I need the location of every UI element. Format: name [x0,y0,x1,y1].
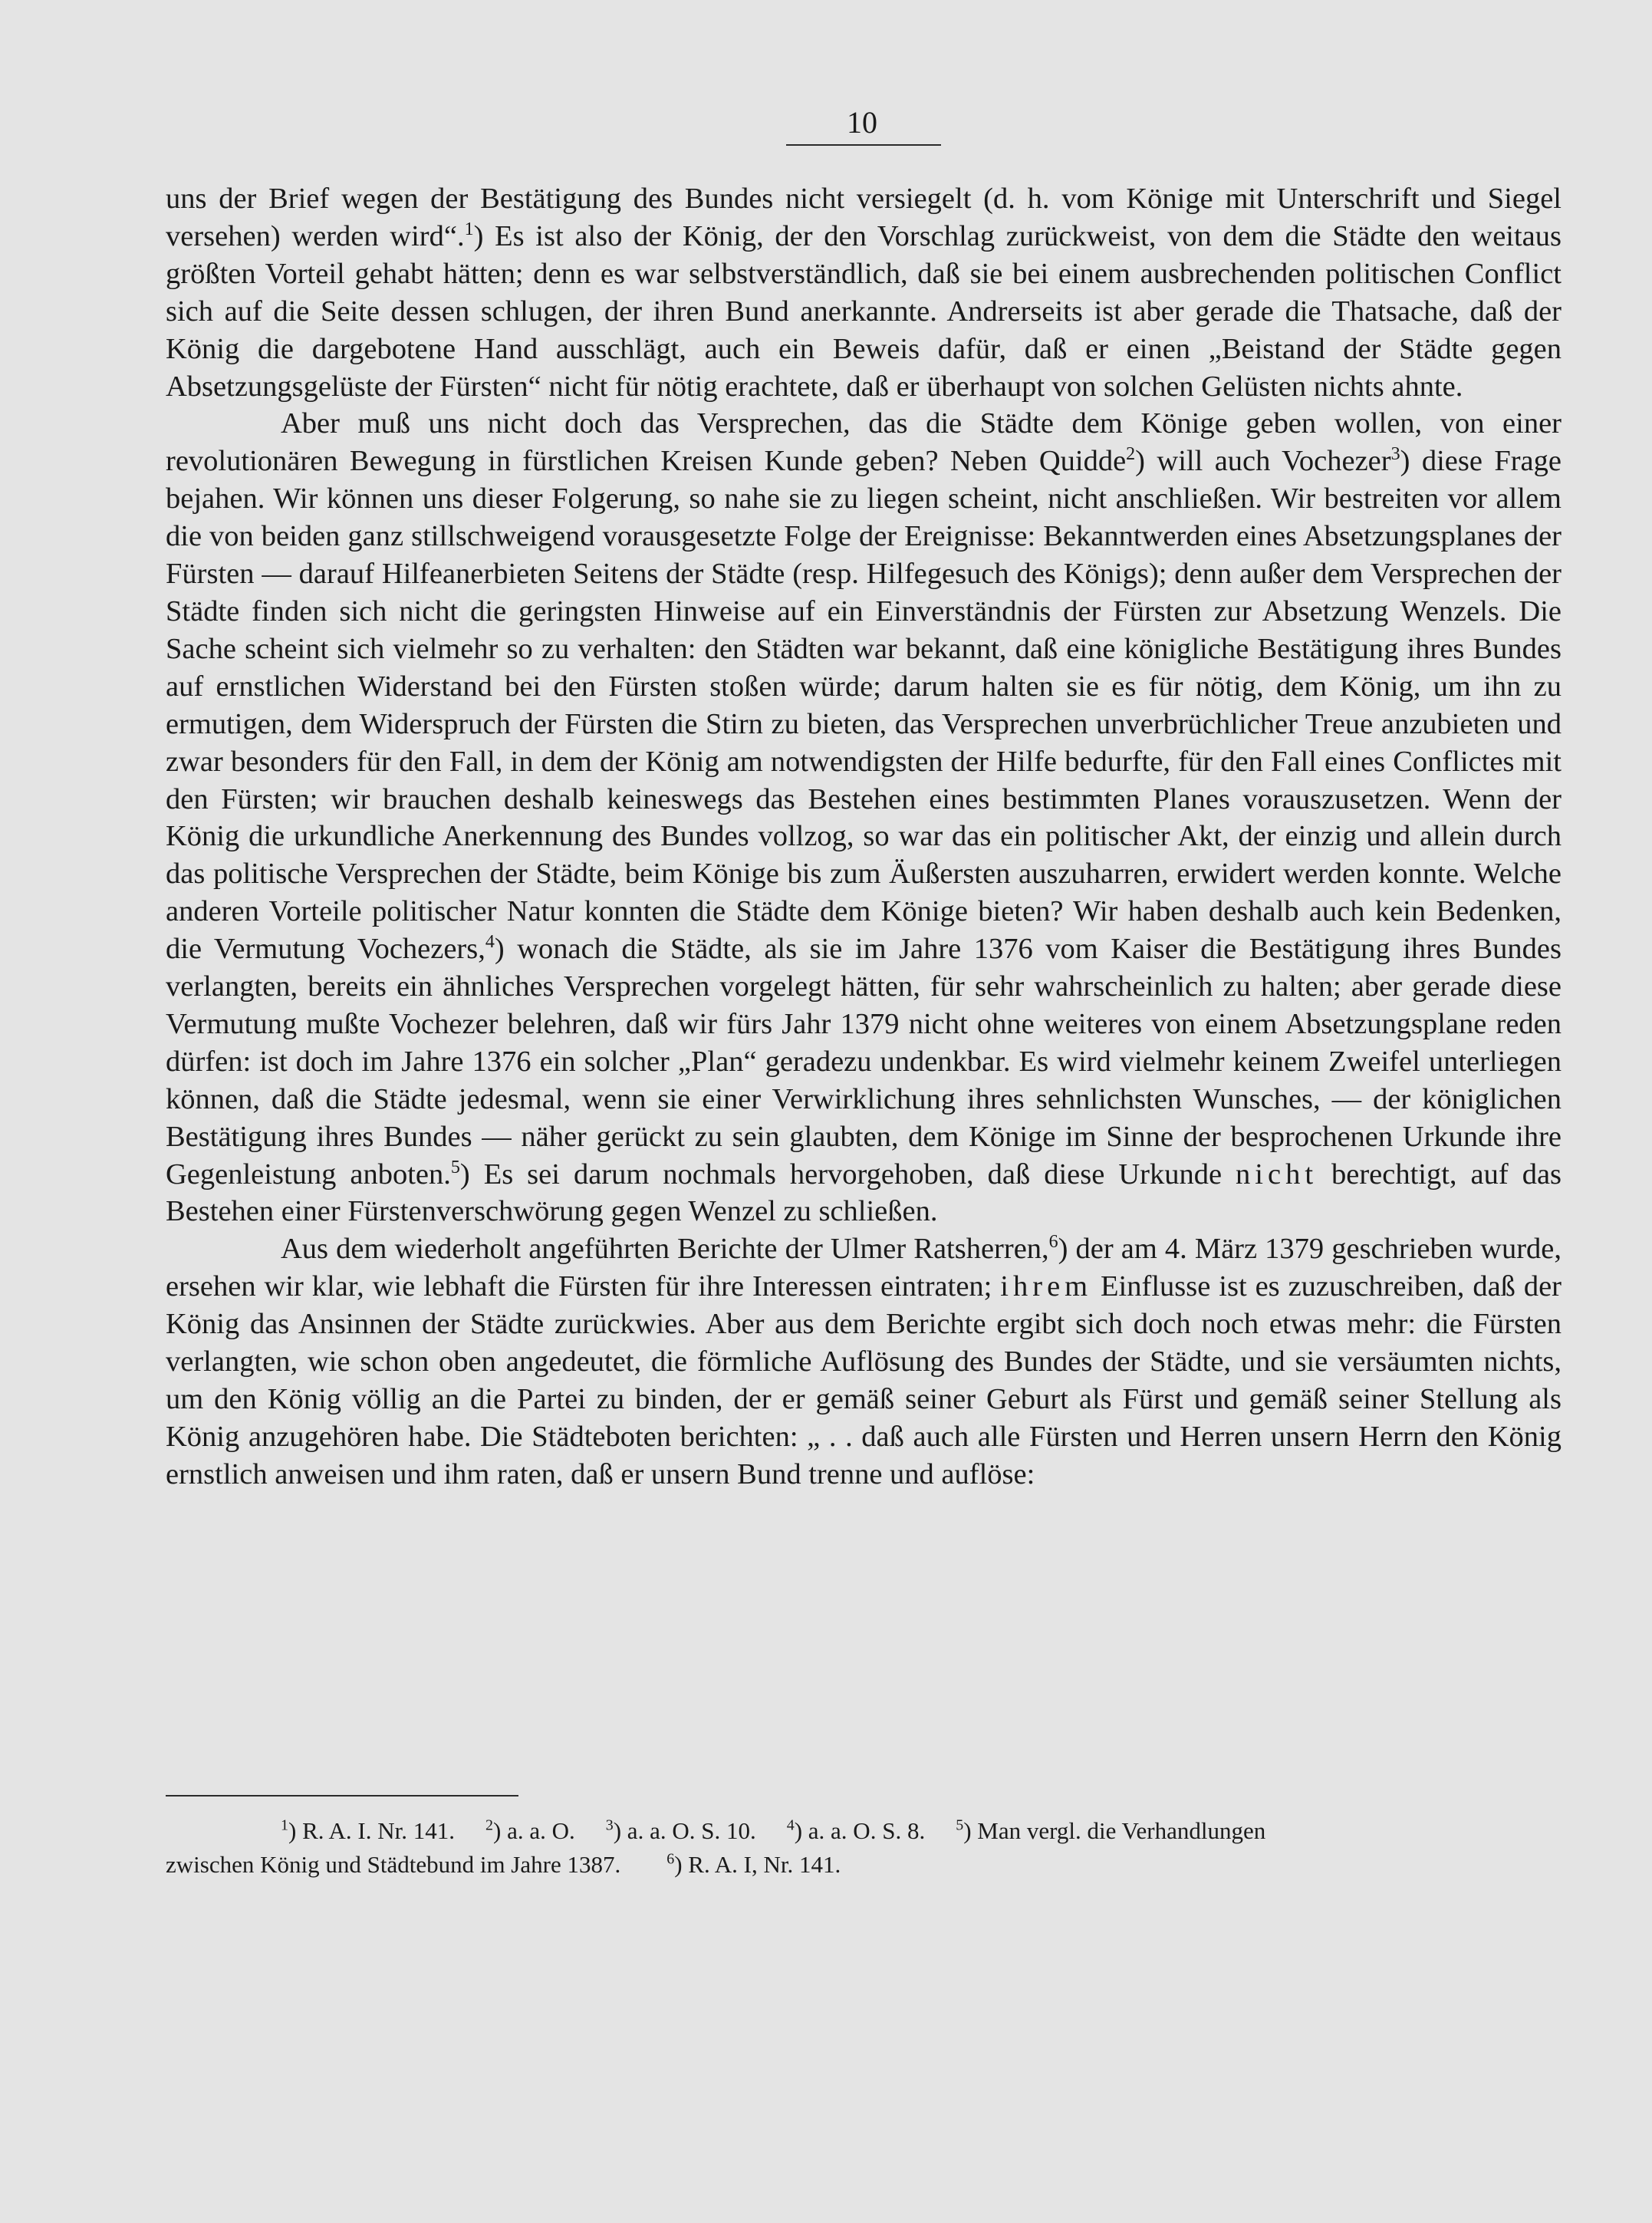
emphasis-text: ihrem [1000,1270,1093,1303]
text-run: Aber muß uns nicht doch das Versprechen, das die Städte dem Könige geben wollen, von einer revolutionären Bewegung in fürstlichen Kreisen Kunde geben? Neben Quidde [166,407,1562,478]
footnote-number: 3 [605,1816,614,1834]
footnote-number: 6 [666,1850,675,1868]
footnote [606,1814,756,1848]
paragraph [166,180,1562,405]
text-run: ) diese Frage bejahen. Wir können uns dieser Folgerung, so nahe sie zu liegen scheint, nicht anschließen. Wir bestreiten vor allem die von beiden ganz stillschweigend vorausgesetzte Folge der Ereignisse: Bekanntwerden eines Absetzungsplanes der Fürsten — darauf Hilfeanerbieten Seitens der Städte (resp. Hilfegesuch des Königs); denn außer dem Versprechen der Städte finden sich nicht die geringsten Hinweise auf ein Einverständnis der Fürsten zur Absetzung Wenzels. Die Sache scheint sich vielmehr so zu verhalten: den Städten war bekannt, daß eine königliche Bestätigung ihres Bundes auf ernstlichen Widerstand bei den Fürsten stoßen würde; darum halten sie es für nötig, dem König, um ihn zu ermutigen, dem Widerspruch der Fürsten die Stirn zu bieten, das Versprechen unverbrüchlicher Treue anzubieten und zwar besonders für den Fall, in dem der König am notwendigsten der Hilfe bedurfte, für den Fall eines Conflictes mit den Fürsten; wir brauchen deshalb keineswegs das Bestehen eines bestimmten Planes vorauszusetzen. Wenn der König die urkundliche Anerkennung des Bundes vollzog, so war das ein politischer Akt, der einzig und allein durch das politische Versprechen der Städte, beim Könige bis zum Äußersten auszuharren, erwidert werden konnte. Welche anderen Vorteile politischer Natur konnten die Städte dem Könige bieten? Wir haben deshalb auch kein Bedenken, die Vermutung Vochezers, [166,445,1562,966]
footnote-text: ) a. a. O. [493,1817,575,1844]
footnote [956,1814,1562,1848]
footnote [787,1814,925,1848]
footnote [166,1848,620,1882]
footnote-text: ) R. A. I. Nr. 141. [288,1817,455,1844]
footnote-marker: 2 [1126,444,1136,465]
paragraph [166,1230,1562,1493]
footnote-number: 1 [281,1816,288,1834]
footnote-text: ) R. A. I, Nr. 141. [674,1851,841,1878]
text-run: Aus dem wiederholt angeführten Berichte der Ulmer Ratsherren, [281,1233,1049,1266]
footnote-text: ) Man vergl. die Verhandlungen [963,1817,1266,1844]
footnote [666,1848,841,1882]
text-run: ) Es sei darum nochmals hervorgehoben, daß diese Urkunde [459,1158,1236,1191]
footnote-number: 5 [956,1816,964,1834]
footnote-line [166,1814,1562,1848]
footnote-number: 4 [786,1816,795,1834]
footnotes [166,1814,1562,1882]
footnote-marker: 1 [464,219,474,240]
footnote-text: ) a. a. O. S. 8. [794,1817,926,1844]
footnote [281,1814,455,1848]
footnote-marker: 6 [1048,1232,1058,1253]
page-number-rule [786,144,941,146]
page-number: 10 [847,105,877,140]
footnote-rule [166,1795,518,1797]
text-run: ) der am 4. März 1379 geschrieben wurde, ersehen wir klar, wie lebhaft die Fürsten für ihre Interessen eintraten; [166,1233,1562,1303]
footnote-text: zwischen König und Städtebund im Jahre 1387. [166,1851,621,1878]
paragraph [166,405,1562,1230]
text-run: uns der Brief wegen der Bestätigung des Bundes nicht versiegelt (d. h. vom Könige mit Unterschrift und Siegel versehen) werden wird“. [166,183,1562,252]
text-run: ) will auch Vochezer [1135,445,1391,478]
footnote-marker: 5 [450,1157,460,1177]
footnote-marker: 4 [485,932,495,953]
text-run: Einflusse ist es zuzuschreiben, daß der König das Ansinnen der Städte zurückwies. Aber aus dem Berichte ergibt sich doch noch etwas mehr: die Fürsten verlangten, wie schon oben angedeutet, die förmliche Auflösung des Bundes der Städte, und sie versäumten nichts, um den König völlig an die Partei zu binden, der er gemäß seiner Geburt als Fürst und gemäß seiner Stellung als König anzugehören habe. Die Städteboten berichten: „ . . daß auch alle Fürsten und Herren unsern Herrn den König ernstlich anweisen und ihm raten, daß er unsern Bund trenne und auflöse: [166,1270,1562,1490]
footnote-marker: 3 [1390,444,1400,465]
footnote-text: ) a. a. O. S. 10. [613,1817,756,1844]
footnote [485,1814,575,1848]
text-run: ) Es ist also der König, der den Vorschlag zurückweist, von dem die Städte den weitaus größten Vorteil gehabt hätten; denn es war selbstverständlich, daß sie bei einem ausbrechenden politischen Conflict sich auf die Seite dessen schlugen, der ihren Bund anerkannte. Andrerseits ist aber gerade die Thatsache, daß der König die dargebotene Hand ausschlägt, auch ein Beweis dafür, daß er einen „Beistand der Städte gegen Absetzungsgelüste der Fürsten“ nicht für nötig erachtete, daß er überhaupt von solchen Gelüsten nichts ahnte. [166,219,1562,403]
footnote-number: 2 [485,1816,493,1834]
text-run: berechtigt, auf das Bestehen einer Fürstenverschwörung gegen Wenzel zu schließen. [166,1158,1562,1228]
body-text [166,180,1562,1494]
footnote-line [166,1848,1562,1882]
emphasis-text: nicht [1236,1158,1318,1191]
text-run: ) wonach die Städte, als sie im Jahre 1376 vom Kaiser die Bestätigung ihres Bundes verlangten, bereits ein ähnliches Versprechen vorgelegt hätten, für sehr wahrscheinlich zu halten; aber gerade diese Vermutung mußte Vochezer belehren, daß wir fürs Jahr 1379 nicht ohne weiteres von einem Absetzungsplane reden dürfen: ist doch im Jahre 1376 ein solcher „Plan“ geradezu undenkbar. Es wird vielmehr keinem Zweifel unterliegen können, daß die Städte jedesmal, wenn sie einer Verwirklichung ihres sehnlichsten Wunsches, — der königlichen Bestätigung ihres Bundes — näher gerückt zu sein glaubten, dem Könige im Sinne der besprochenen Urkunde ihre Gegenleistung anboten. [166,933,1562,1191]
